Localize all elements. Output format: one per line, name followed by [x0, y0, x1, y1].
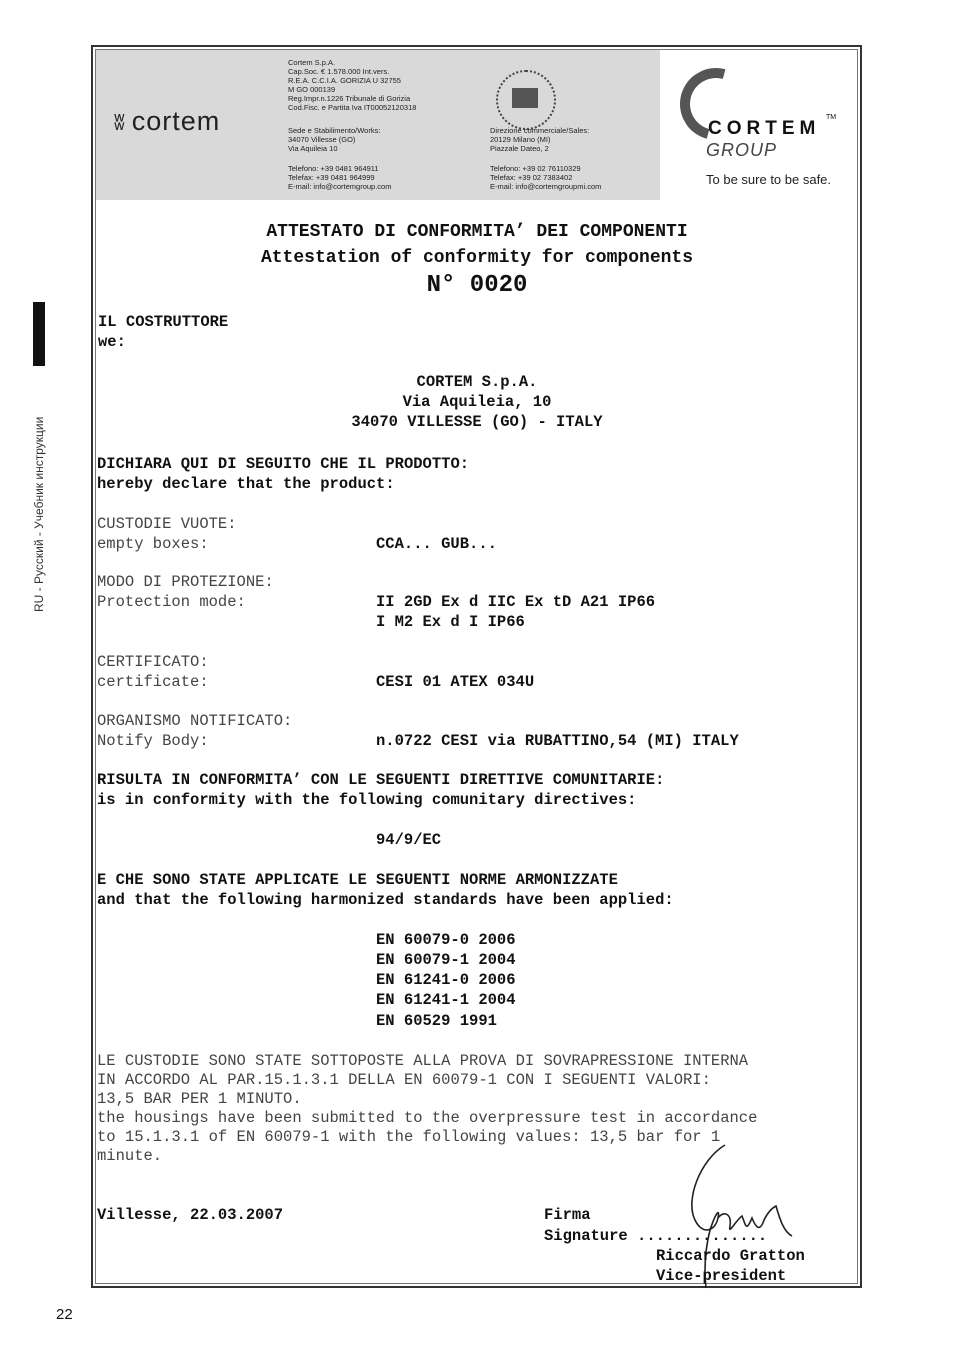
- title-english: Attestation of conformity for components: [260, 248, 694, 268]
- cortem-mark-icon: ʬ: [114, 110, 126, 135]
- field-label-it: CERTIFICATO:: [97, 653, 209, 671]
- field-value-protection-2: I M2 Ex d I IP66: [376, 613, 525, 631]
- brand-tm: TM: [826, 114, 837, 121]
- side-language-label: RU - Русский - Учебник инструкции: [32, 416, 46, 612]
- directives-en: is in conformity with the following comunitary directives:: [97, 791, 637, 809]
- field-label-it: CUSTODIE VUOTE:: [97, 515, 237, 533]
- test-en-line: the housings have been submitted to the overpressure test in accordance: [97, 1109, 758, 1127]
- cortem-group-logo: [674, 62, 844, 202]
- brand-group: GROUP: [706, 140, 778, 160]
- declare-it: DICHIARA QUI DI SEGUITO CHE IL PRODOTTO:: [97, 455, 470, 473]
- cortem-logo: [114, 106, 220, 137]
- test-it-line: LE CUSTODIE SONO STATE SOTTOPOSTE ALLA PROVA DI SOVRAPRESSIONE INTERNA: [97, 1052, 749, 1070]
- field-value-certificate: CESI 01 ATEX 034U: [376, 673, 535, 691]
- test-en-line: to 15.1.3.1 of EN 60079-1 with the following values: 13,5 bar for 1: [97, 1128, 721, 1146]
- manufacturer-label-it: IL COSTRUTTORE: [98, 313, 229, 331]
- place-date: Villesse, 22.03.2007: [97, 1206, 284, 1224]
- directive-value: 94/9/EC: [376, 831, 442, 849]
- declare-en: hereby declare that the product:: [97, 475, 395, 493]
- sales-contact: Telefono: +39 02 76110329 Telefax: +39 02 7383402 E-mail: info@cortemgroupmi.com: [490, 164, 602, 191]
- directives-it: RISULTA IN CONFORMITA’ CON LE SEGUENTI DIRETTIVE COMUNITARIE:: [97, 771, 665, 789]
- signer-name: Riccardo Gratton: [656, 1247, 805, 1265]
- field-value-protection-1: II 2GD Ex d IIC Ex tD A21 IP66: [376, 593, 656, 611]
- signer-role: Vice-president: [656, 1267, 787, 1285]
- works-contact: Telefono: +39 0481 964911 Telefax: +39 0481 964999 E-mail: info@cortemgroup.com: [288, 164, 392, 191]
- field-label-it: MODO DI PROTEZIONE:: [97, 573, 274, 591]
- field-value-boxes: CCA... GUB...: [376, 535, 497, 553]
- signature-label: Signature ..............: [544, 1227, 768, 1245]
- address-line-2: Via Aquileia, 10: [402, 393, 552, 411]
- test-it-line: IN ACCORDO AL PAR.15.1.3.1 DELLA EN 60079-1 CON I SEGUENTI VALORI:: [97, 1071, 711, 1089]
- standard-item: EN 60079-1 2004: [376, 951, 516, 969]
- address-line-1: CORTEM S.p.A.: [416, 373, 538, 391]
- address-line-3: 34070 VILLESSE (GO) - ITALY: [351, 413, 603, 431]
- brand-word: CORTEM: [708, 118, 821, 139]
- letterhead: [96, 50, 660, 200]
- standard-item: EN 60079-0 2006: [376, 931, 516, 949]
- standard-item: EN 61241-0 2006: [376, 971, 516, 989]
- sales-address: Direzione commerciale/Sales: 20129 Milano (MI) Piazzale Dateo, 2: [490, 126, 590, 153]
- standard-item: EN 60529 1991: [376, 1012, 497, 1030]
- page-number: 22: [56, 1306, 73, 1323]
- title-italian: ATTESTATO DI CONFORMITA’ DEI COMPONENTI: [266, 222, 688, 242]
- quality-seal-icon: [496, 70, 556, 130]
- standards-en: and that the following harmonized standards have been applied:: [97, 891, 674, 909]
- works-address: Sede e Stabilimento/Works: 34070 Villesse (GO) Via Aquileia 10: [288, 126, 381, 153]
- test-en-line: minute.: [97, 1147, 163, 1165]
- standard-item: EN 61241-1 2004: [376, 991, 516, 1009]
- company-registration: Cortem S.p.A. Cap.Soc. € 1.578.000 Int.vers. R.E.A. C.C.I.A. GORIZIA U 32755 M GO 000139 Reg.Impr.n.1226 Tribunale di Gorizia Cod.Fisc. e Partita Iva IT00052120318: [288, 58, 417, 112]
- manufacturer-label-en: we:: [98, 333, 126, 351]
- field-label-en: empty boxes:: [97, 535, 209, 553]
- certificate-number: N° 0020: [426, 272, 528, 299]
- logo-text: cortem: [131, 106, 221, 136]
- field-label-en: certificate:: [97, 673, 209, 691]
- firma-label: Firma: [544, 1206, 591, 1224]
- field-label-it: ORGANISMO NOTIFICATO:: [97, 712, 293, 730]
- field-label-en: Protection mode:: [97, 593, 246, 611]
- standards-it: E CHE SONO STATE APPLICATE LE SEGUENTI NORME ARMONIZZATE: [97, 871, 618, 889]
- field-label-en: Notify Body:: [97, 732, 209, 750]
- field-value-notify-body: n.0722 CESI via RUBATTINO,54 (MI) ITALY: [376, 732, 739, 750]
- test-it-line: 13,5 BAR PER 1 MINUTO.: [97, 1090, 302, 1108]
- side-tab-marker: [33, 302, 45, 366]
- brand-tagline: To be sure to be safe.: [706, 172, 832, 187]
